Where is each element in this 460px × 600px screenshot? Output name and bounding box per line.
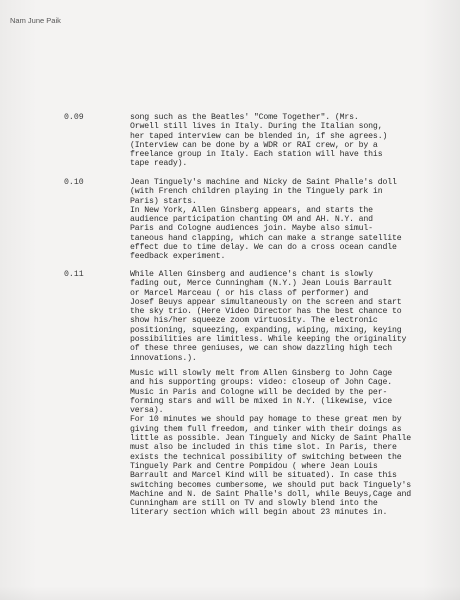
text-line: little as possible. Jean Tinguely and Nicky de Saint Phalle — [130, 434, 412, 444]
text-line: her taped interview can be blended in, if she agrees.) — [130, 131, 388, 141]
entry-body — [130, 270, 450, 518]
text-line: Barrault and Marcel Kind will be situated). In case this — [130, 471, 397, 481]
page-edge-shadow — [0, 586, 460, 600]
text-line: show his/her squeeze zoom virtuosity. The electronic — [130, 316, 378, 326]
text-line: and his supporting groups: video: closeup of John Cage. — [130, 378, 392, 388]
text-line: (with French children playing in the Tinguely park in — [130, 187, 383, 197]
text-line: the sky trio. (Here Video Director has the best chance to — [130, 307, 402, 317]
text-line: freelance group in Italy. Each station will have this — [130, 150, 383, 160]
entry-time: 0.10 — [64, 178, 84, 187]
text-line: Music will slowly melt from Allen Ginsberg to John Cage — [130, 368, 392, 378]
text-line: Paris) starts. — [130, 196, 197, 206]
text-line: audience participation chanting OM and AH. N.Y. and — [130, 215, 373, 225]
entry-time: 0.11 — [64, 270, 84, 279]
text-line: innovations.). — [130, 353, 197, 363]
text-line: (Interview can be done by a WDR or RAI crew, or by a — [130, 140, 378, 150]
text-line: positioning, squeezing, expanding, wiping, mixing, keying — [130, 325, 402, 335]
text-line: In New York, Allen Ginsberg appears, and starts the — [130, 205, 373, 215]
text-line: Cunningham are still on TV and slowly blend into the — [130, 499, 378, 509]
text-line: For 10 minutes we should pay homage to these great men by — [130, 415, 402, 425]
text-line: literary section which will begin about 23 minutes in. — [130, 508, 388, 518]
text-line: exists the technical possibility of switching between the — [130, 452, 402, 462]
text-line: feedback experiment. — [130, 252, 226, 262]
text-line: forming stars and will be mixed in N.Y. (likewise, vice — [130, 396, 392, 406]
entry-time: 0.09 — [64, 113, 84, 122]
text-line: or Marcel Marceau ( or his class of performer) and — [130, 288, 369, 298]
text-line: versa). — [130, 406, 164, 416]
text-line: Machine and N. de Saint Phalle's doll, while Beuys,Cage and — [130, 489, 412, 499]
entry-body — [130, 113, 450, 169]
text-line: Josef Beuys appear simultaneously on the screen and start — [130, 297, 402, 307]
text-line: tape ready). — [130, 159, 188, 169]
text-line: possibilities are limitless. While keeping the originality — [130, 335, 407, 345]
text-line: giving them full freedom, and tinker with their doings as — [130, 424, 402, 434]
text-line: must also be included in this time slot. In Paris, there — [130, 443, 397, 453]
text-line: Paris and Cologne audiences join. Maybe also simul- — [130, 224, 373, 234]
text-line: Jean Tinguely's machine and Nicky de Saint Phalle's doll — [130, 178, 397, 187]
text-line: effect due to time delay. We can do a cross ocean candle — [130, 243, 397, 253]
text-line: While Allen Ginsberg and audience's chant is slowly — [130, 270, 373, 279]
entry-body — [130, 178, 450, 262]
text-line: Tinguely Park and Centre Pompidou ( where Jean Louis — [130, 461, 378, 471]
text-line: of these three geniuses, we can show dazzling high tech — [130, 344, 392, 354]
text-line: taneous hand clapping, which can make a strange satellite — [130, 233, 402, 243]
running-header: Nam June Paik — [10, 16, 61, 25]
text-line: song such as the Beatles' "Come Together". (Mrs. — [130, 113, 359, 122]
text-line: fading out, Merce Cunningham (N.Y.) Jean Louis Barrault — [130, 279, 392, 289]
text-line: Orwell still lives in Italy. During the Italian song, — [130, 122, 383, 132]
text-line: switching becomes cumbersome, we should put back Tinguely's — [130, 480, 412, 490]
text-line: Music in Paris and Cologne will be decided by the per- — [130, 387, 388, 397]
